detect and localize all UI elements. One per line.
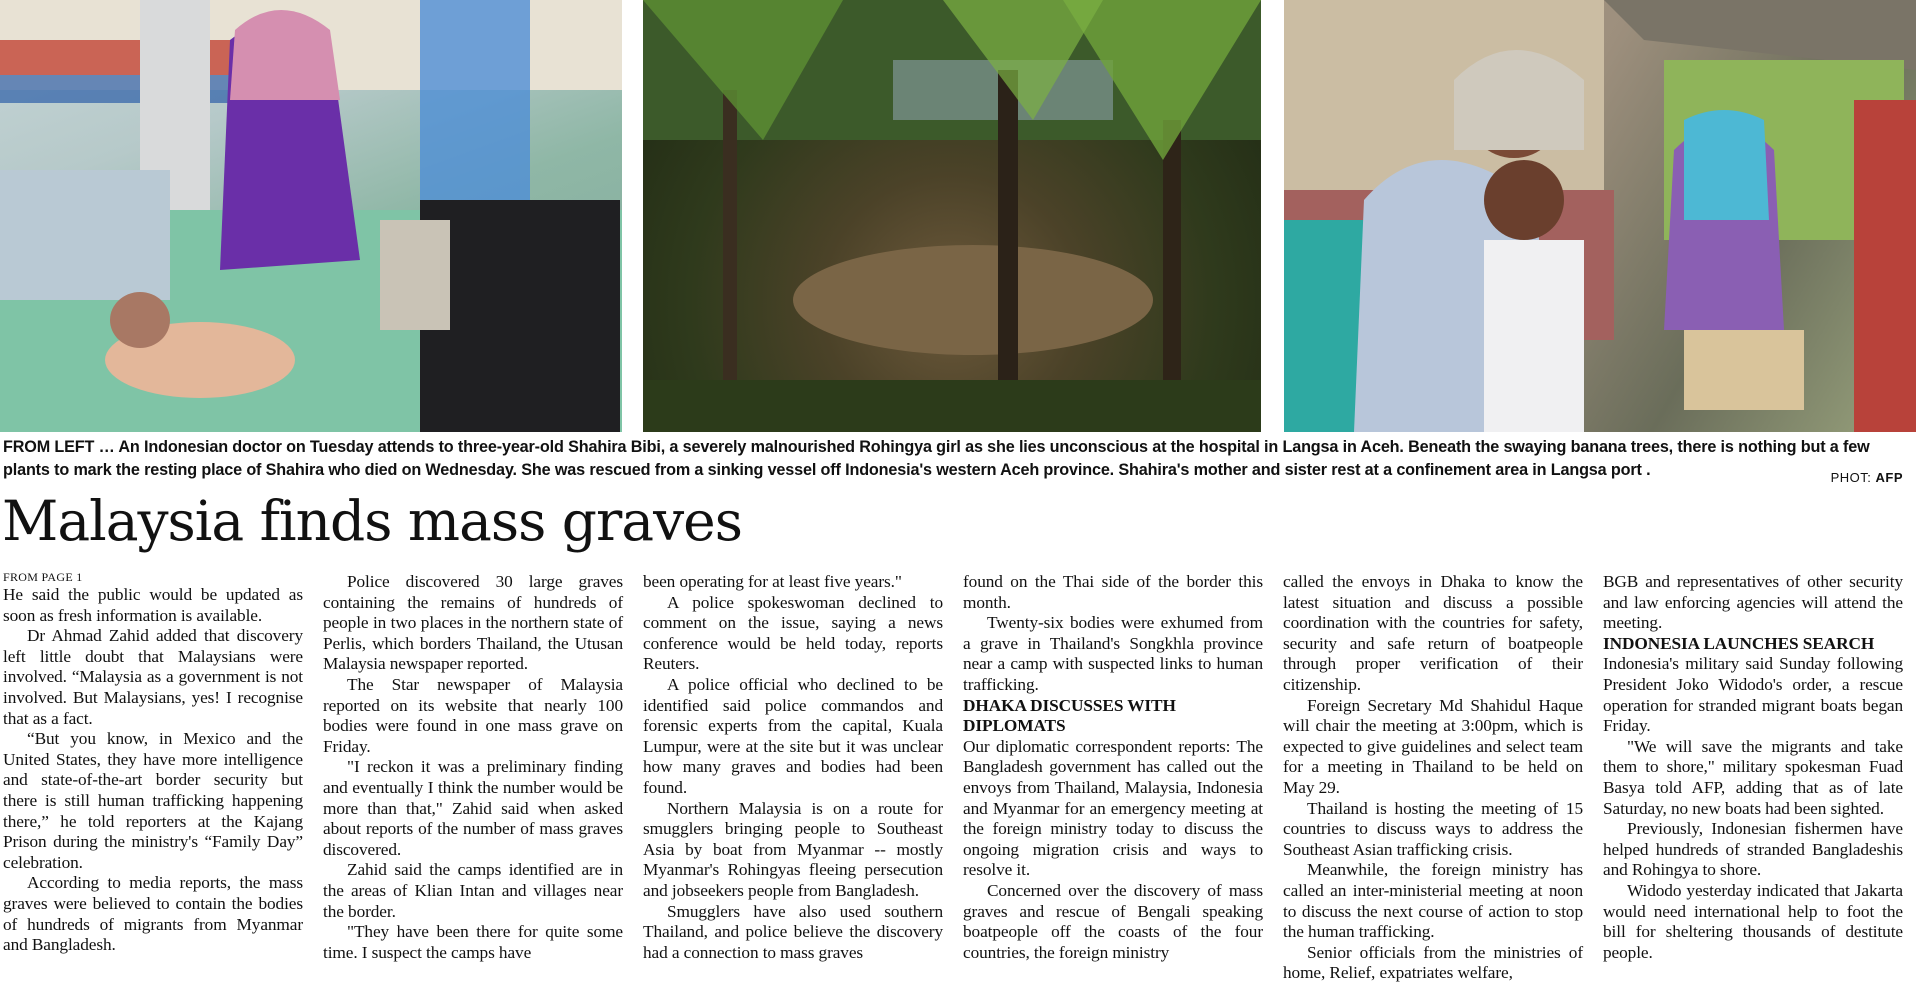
paragraph: found on the Thai side of the border this month. — [963, 572, 1263, 612]
article-column-1 — [3, 570, 303, 956]
photo-hospital-illustration — [0, 0, 622, 432]
photo-strip — [0, 0, 1916, 432]
paragraph: "They have been there for quite some time. I suspect the camps have — [323, 922, 623, 962]
paragraph: Concerned over the discovery of mass graves and rescue of Bengali speaking boatpeople off the coasts of the four countries, the foreign ministry — [963, 880, 1263, 962]
paragraph: BGB and representatives of other security and law enforcing agencies will attend the meeting. — [1603, 572, 1903, 633]
paragraph: Smugglers have also used southern Thailand, and police believe the discovery had a connection to mass graves — [643, 901, 943, 962]
paragraph: He said the public would be updated as soon as fresh information is available. — [3, 585, 303, 625]
photo-credit-source: AFP — [1875, 470, 1903, 485]
paragraph: Meanwhile, the foreign ministry has called an inter-ministerial meeting at noon to discuss the next course of action to stop the human trafficking. — [1283, 860, 1583, 942]
paragraph: Northern Malaysia is on a route for smugglers bringing people to Southeast Asia by boat from Myanmar -- mostly Myanmar's Rohingyas fleeing persecution and jobseekers people from Bangladesh. — [643, 798, 943, 900]
paragraph: called the envoys in Dhaka to know the latest situation and discuss a possible coordination with the countries for safety, security and safe return of boatpeople through proper verification of their citizenship. — [1283, 572, 1583, 694]
jump-line: FROM PAGE 1 — [3, 570, 83, 584]
article-column-5 — [1283, 572, 1583, 984]
paragraph: A police spokeswoman declined to comment on the issue, saying a news conference would be held today, reports Reuters. — [643, 592, 943, 674]
paragraph: Zahid said the camps identified are in the areas of Klian Intan and villages near the border. — [323, 860, 623, 921]
paragraph: "I reckon it was a preliminary finding and eventually I think the number would be more than that," Zahid said when asked about reports of the number of mass graves discovered. — [323, 757, 623, 859]
photo-mother-illustration — [1284, 0, 1916, 432]
paragraph: “But you know, in Mexico and the United States, they have more intelligence and state-of-the-art border security but there is still human trafficking happening there,” he told reporters at the Kajang Prison during the ministry's “Family Day” celebration. — [3, 729, 303, 872]
paragraph: Widodo yesterday indicated that Jakarta would need international help to foot the bill for sheltering thousands of destitute people. — [1603, 880, 1903, 962]
photo-grave-illustration — [643, 0, 1261, 432]
paragraph: Twenty-six bodies were exhumed from a grave in Thailand's Songkhla province near a camp with suspected links to human trafficking. — [963, 613, 1263, 694]
paragraph: Our diplomatic correspondent reports: The Bangladesh government has called out the envoys from Thailand, Malaysia, Indonesia and Myanmar for an emergency meeting at the foreign ministry today to discuss the ongoing migration crisis and ways to resolve it. — [963, 736, 1263, 880]
headline: Malaysia finds mass graves — [2, 489, 742, 553]
paragraph: been operating for at least five years." — [643, 572, 902, 591]
article-column-4 — [963, 572, 1263, 963]
paragraph: Previously, Indonesian fishermen have helped hundreds of stranded Bangladeshis and Rohingya to shore. — [1603, 819, 1903, 880]
photo-credit — [1831, 470, 1903, 485]
paragraph: Indonesia's military said Sunday following President Joko Widodo's order, a rescue operation for stranded migrant boats began Friday. — [1603, 654, 1903, 736]
paragraph: Foreign Secretary Md Shahidul Haque will chair the meeting at 3:00pm, which is expected to give guidelines and select team for a meeting in Thailand to be held on May 29. — [1283, 695, 1583, 797]
subheading-dhaka: DHAKA DISCUSSES WITH DIPLOMATS — [963, 695, 1176, 736]
paragraph: Police discovered 30 large graves containing the remains of hundreds of people in two places in the northern state of Perlis, which borders Thailand, the Utusan Malaysia newspaper reported. — [323, 572, 623, 674]
paragraph: The Star newspaper of Malaysia reported on its website that nearly 100 bodies were found in one mass grave on Friday. — [323, 674, 623, 756]
photo-credit-label: PHOT: — [1830, 470, 1872, 485]
article-column-2 — [323, 572, 623, 963]
photo-mother-and-daughter — [1284, 0, 1916, 432]
paragraph: "We will save the migrants and take them to shore," military spokesman Fuad Basya told AFP, adding that as of late Saturday, no new boats had been sighted. — [1603, 736, 1903, 818]
paragraph: Dr Ahmad Zahid added that discovery left little doubt that Malaysians were involved. “Malaysia as a government is not involved. But Malaysians, yes! I recognise that as a fact. — [3, 626, 303, 728]
photo-caption: FROM LEFT … An Indonesian doctor on Tuesday attends to three-year-old Shahira Bibi, a severely malnourished Rohingya girl as she lies unconscious at the hospital in Langsa in Aceh. Beneath the swaying banana trees, there is nothing but a few plants to mark the resting place of Shahira who died on Wednesday. She was rescued from a sinking vessel off Indonesia's western Aceh province. Shahira's mother and sister rest at a confinement area in Langsa port . — [3, 438, 1870, 479]
paragraph: According to media reports, the mass graves were believed to contain the bodies of hundreds of migrants from Myanmar and Bangladesh. — [3, 873, 303, 955]
article-column-3 — [643, 572, 943, 963]
photo-grave — [643, 0, 1261, 432]
article-column-6 — [1603, 572, 1903, 963]
paragraph: A police official who declined to be identified said police commandos and forensic experts from the capital, Kuala Lumpur, were at the site but it was unclear how many graves and bodies had been found. — [643, 674, 943, 797]
paragraph: Thailand is hosting the meeting of 15 countries to discuss ways to address the Southeast Asian trafficking crisis. — [1283, 798, 1583, 859]
subheading-indonesia: INDONESIA LAUNCHES SEARCH — [1603, 633, 1875, 653]
paragraph: Senior officials from the ministries of home, Relief, expatriates welfare, — [1283, 942, 1583, 983]
photo-hospital — [0, 0, 622, 432]
